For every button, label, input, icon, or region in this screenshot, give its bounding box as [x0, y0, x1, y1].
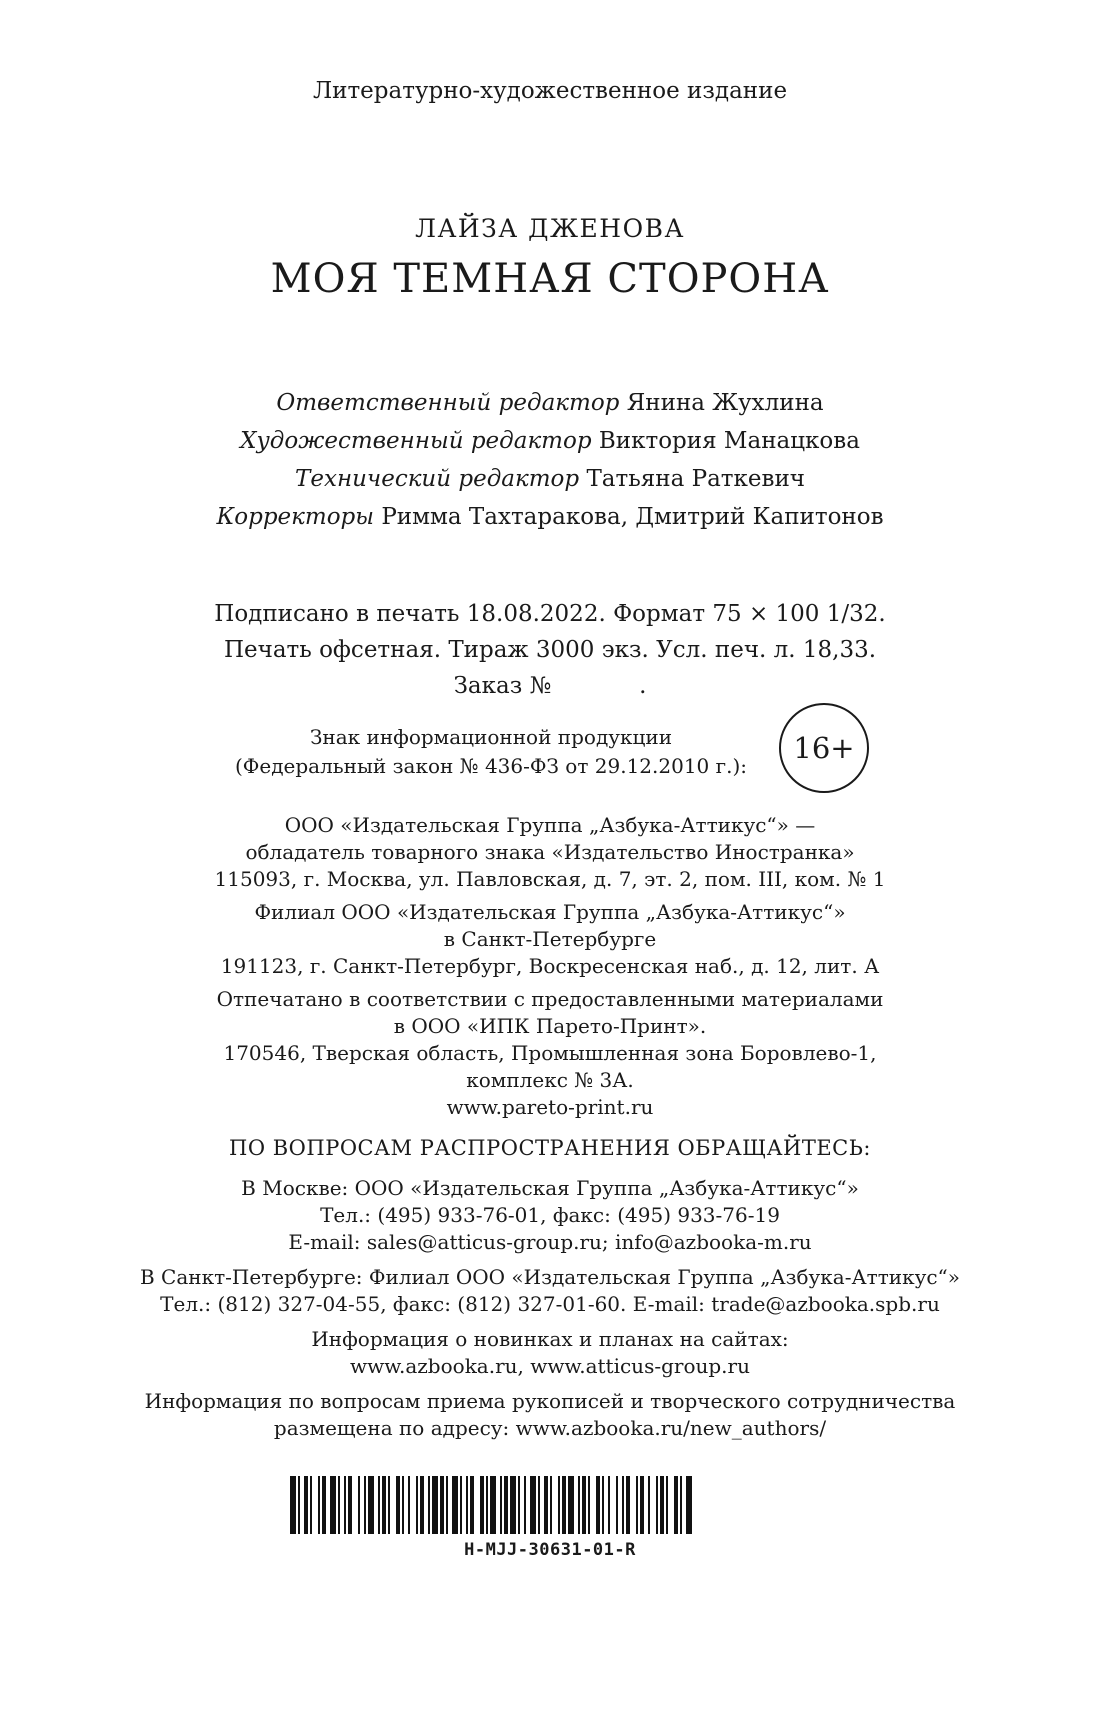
- print-line: Подписано в печать 18.08.2022. Формат 75 × 100 1/32.: [214, 601, 886, 627]
- printer-website: www.pareto-print.ru: [446, 1095, 654, 1119]
- barcode-bar: [562, 1476, 566, 1534]
- barcode-bar: [440, 1476, 444, 1534]
- barcode-bar: [510, 1476, 516, 1534]
- barcode-bar: [544, 1476, 548, 1534]
- barcode-bar: [304, 1476, 308, 1534]
- barcode-bar: [568, 1476, 574, 1534]
- barcode-bar: [420, 1476, 424, 1534]
- printer-line: в ООО «ИПК Парето-Принт».: [393, 1014, 707, 1038]
- barcode-bars: [290, 1476, 810, 1534]
- barcode-bar: [578, 1476, 580, 1534]
- info-sign-line: Знак информационной продукции: [309, 725, 673, 749]
- contact-line: E-mail: sales@atticus-group.ru; info@azbooka-m.ru: [288, 1230, 812, 1254]
- barcode-bar: [408, 1476, 410, 1534]
- staff-line: [0, 422, 1100, 460]
- print-details: [0, 596, 1100, 704]
- publisher-block: [0, 812, 1100, 893]
- barcode-bar: [666, 1476, 668, 1534]
- printer-address: 170546, Тверская область, Промышленная зона Боровлево-1,: [223, 1041, 877, 1065]
- news-line: www.azbooka.ru, www.atticus-group.ru: [350, 1354, 750, 1378]
- info-sign-law: (Федеральный закон № 436-ФЗ от 29.12.2010 г.):: [234, 754, 748, 778]
- barcode-bar: [382, 1476, 386, 1534]
- barcode-bar: [558, 1476, 560, 1534]
- edition-type: Литературно-художественное издание: [312, 78, 788, 104]
- barcode-code: H-MJJ-30631-01-R: [464, 1540, 636, 1560]
- publisher-info: [0, 812, 1100, 1127]
- barcode-bar: [648, 1476, 650, 1534]
- barcode-bar: [500, 1476, 502, 1534]
- staff-person: Татьяна Раткевич: [586, 466, 805, 492]
- staff-role: Технический редактор: [295, 466, 580, 492]
- author-name: ЛАЙЗА ДЖЕНОВА: [415, 214, 685, 243]
- barcode-bar: [298, 1476, 300, 1534]
- publisher-address: 115093, г. Москва, ул. Павловская, д. 7, эт. 2, пом. III, ком. № 1: [214, 867, 886, 891]
- barcode-bar: [452, 1476, 458, 1534]
- news-info: [0, 1326, 1100, 1380]
- barcode-bar: [428, 1476, 430, 1534]
- contact-line: В Санкт-Петербурге: Филиал ООО «Издательская Группа „Азбука-Аттикус“»: [139, 1265, 961, 1289]
- barcode-bar: [338, 1476, 340, 1534]
- distribution-info: [0, 1175, 1100, 1450]
- barcode-bar: [490, 1476, 496, 1534]
- branch-line: в Санкт-Петербурге: [443, 927, 657, 951]
- barcode-bar: [402, 1476, 404, 1534]
- staff-line: [0, 384, 1100, 422]
- barcode-bar: [550, 1476, 552, 1534]
- info-sign-text: [230, 723, 752, 781]
- news-line: Информация о новинках и планах на сайтах:: [311, 1327, 789, 1351]
- contact-line: В Москве: ООО «Издательская Группа „Азбука-Аттикус“»: [241, 1176, 859, 1200]
- staff-line: [0, 460, 1100, 498]
- barcode-bar: [466, 1476, 468, 1534]
- staff-person: Янина Жухлина: [626, 390, 824, 416]
- barcode-bar: [364, 1476, 366, 1534]
- contact-line: Тел.: (812) 327-04-55, факс: (812) 327-01-60. E-mail: trade@azbooka.spb.ru: [160, 1292, 940, 1316]
- printer-block: [0, 986, 1100, 1121]
- staff-credits: [0, 384, 1100, 536]
- barcode-bar: [588, 1476, 590, 1534]
- distribution-heading: ПО ВОПРОСАМ РАСПРОСТРАНЕНИЯ ОБРАЩАЙТЕСЬ:: [229, 1136, 871, 1160]
- barcode-bar: [686, 1476, 692, 1534]
- staff-role: Ответственный редактор: [276, 390, 620, 416]
- book-title: МОЯ ТЕМНАЯ СТОРОНА: [270, 256, 830, 302]
- barcode-bar: [518, 1476, 520, 1534]
- branch-block: [0, 899, 1100, 980]
- branch-line: Филиал ООО «Издательская Группа „Азбука-Аттикус“»: [254, 900, 846, 924]
- barcode-bar: [582, 1476, 586, 1534]
- barcode-bar: [388, 1476, 390, 1534]
- barcode-bar: [608, 1476, 610, 1534]
- barcode-bar: [322, 1476, 326, 1534]
- barcode-bar: [446, 1476, 448, 1534]
- barcode-bar: [378, 1476, 380, 1534]
- barcode-bar: [290, 1476, 296, 1534]
- publisher-line: обладатель товарного знака «Издательство Иностранка»: [245, 840, 855, 864]
- barcode-bar: [660, 1476, 664, 1534]
- barcode-bar: [626, 1476, 630, 1534]
- staff-person: Римма Тахтаракова, Дмитрий Капитонов: [381, 504, 884, 530]
- barcode-bar: [310, 1476, 312, 1534]
- barcode-bar: [348, 1476, 352, 1534]
- barcode-bar: [524, 1476, 526, 1534]
- barcode-bar: [674, 1476, 678, 1534]
- staff-role: Корректоры: [216, 504, 375, 530]
- barcode-bar: [640, 1476, 644, 1534]
- age-rating-badge: [779, 703, 869, 793]
- barcode-bar: [656, 1476, 658, 1534]
- barcode-bar: [622, 1476, 624, 1534]
- barcode-bar: [538, 1476, 540, 1534]
- barcode-bar: [432, 1476, 438, 1534]
- contact-line: Тел.: (495) 933-76-01, факс: (495) 933-76-19: [320, 1203, 780, 1227]
- barcode-bar: [480, 1476, 484, 1534]
- branch-address: 191123, г. Санкт-Петербург, Воскресенская наб., д. 12, лит. А: [220, 954, 880, 978]
- printer-line: Отпечатано в соответствии с предоставленными материалами: [216, 987, 884, 1011]
- staff-role: Художественный редактор: [240, 428, 592, 454]
- staff-line: [0, 498, 1100, 536]
- barcode-bar: [504, 1476, 508, 1534]
- barcode-bar: [318, 1476, 320, 1534]
- barcode-bar: [358, 1476, 360, 1534]
- barcode: [290, 1476, 810, 1560]
- moscow-contacts: [0, 1175, 1100, 1256]
- barcode-bar: [368, 1476, 374, 1534]
- manuscripts-line: размещена по адресу: www.azbooka.ru/new_authors/: [273, 1416, 827, 1440]
- age-rating-label: 16+: [793, 731, 855, 765]
- barcode-bar: [396, 1476, 400, 1534]
- manuscripts-line: Информация по вопросам приема рукописей и творческого сотрудничества: [144, 1389, 956, 1413]
- barcode-bar: [636, 1476, 638, 1534]
- barcode-bar: [486, 1476, 488, 1534]
- manuscripts-info: [0, 1388, 1100, 1442]
- barcode-bar: [470, 1476, 474, 1534]
- barcode-bar: [530, 1476, 536, 1534]
- barcode-bar: [330, 1476, 336, 1534]
- publisher-line: ООО «Издательская Группа „Азбука-Аттикус“» —: [284, 813, 816, 837]
- barcode-bar: [602, 1476, 604, 1534]
- barcode-bar: [680, 1476, 682, 1534]
- barcode-bar: [344, 1476, 346, 1534]
- staff-person: Виктория Манацкова: [598, 428, 860, 454]
- barcode-bar: [416, 1476, 418, 1534]
- print-line: Печать офсетная. Тираж 3000 экз. Усл. печ. л. 18,33.: [223, 637, 877, 663]
- spb-contacts: [0, 1264, 1100, 1318]
- order-number-line: Заказ № .: [453, 673, 647, 699]
- barcode-bar: [596, 1476, 600, 1534]
- barcode-bar: [616, 1476, 618, 1534]
- printer-address: комплекс № 3А.: [466, 1068, 634, 1092]
- barcode-bar: [460, 1476, 462, 1534]
